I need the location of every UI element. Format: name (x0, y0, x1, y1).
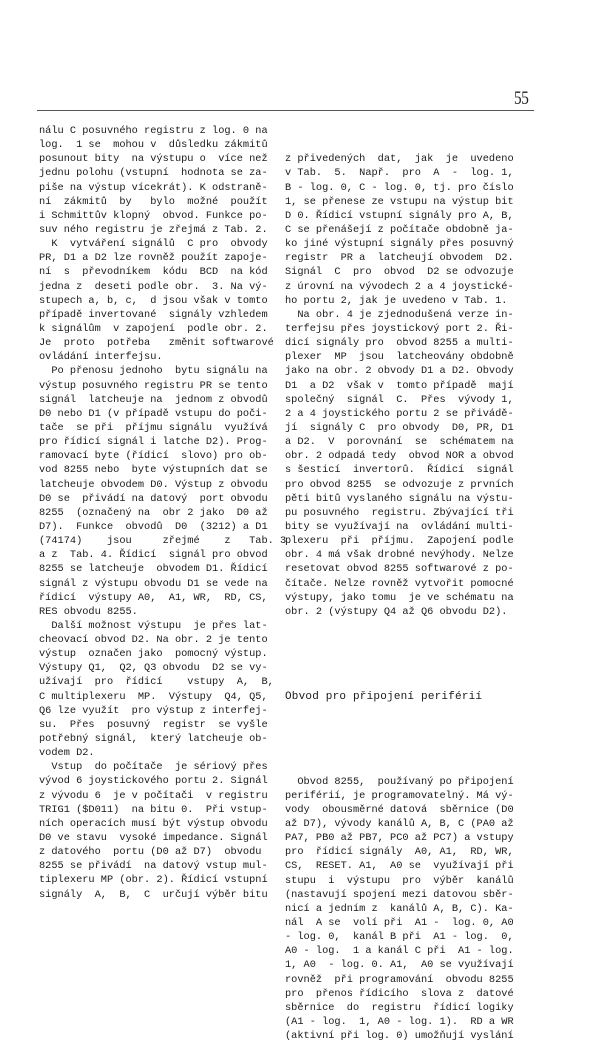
text-line: posunout bity na výstupu o více než (39, 153, 268, 166)
text-line: B - log. 0, C - log. 0, tj. pro číslo (285, 181, 514, 194)
text-line: vývod 6 joystickového portu 2. Signál (39, 775, 268, 788)
text-line: plexeru při příjmu. Zapojení podle (285, 535, 514, 548)
text-line: jí signály C pro obvody D0, PR, D1 (285, 421, 514, 434)
text-line: D0 nebo D1 (v případě vstupu do poči- (39, 407, 268, 420)
text-line: 8255 se přivádí na datový vstup mul- (39, 860, 268, 873)
text-line: i Schmittův klopný obvod. Funkce po- (39, 209, 268, 222)
text-line: nicí a jedním z kanálů A, B, C). Ka- (285, 902, 514, 915)
text-line: obr. 2 (výstupy Q4 až Q6 obvodu D2). (285, 605, 508, 618)
text-line: CS, RESET. A1, A0 se využívají při (285, 860, 514, 873)
spacer (285, 647, 531, 661)
text-line: A0 - log. 1 a kanál C při A1 - log. (285, 945, 514, 958)
text-line: 1, A0 - log. 0. A1, A0 se využívají (285, 959, 514, 972)
text-line: 8255 se latcheuje obvodem D1. Řídicí (39, 563, 268, 576)
text-line: jako na obr. 2 obvody D1 a D2. Obvody (285, 365, 514, 378)
text-line: Vstup do počítače je sériový přes (39, 761, 268, 774)
page-number: 55 (514, 88, 529, 109)
text-line: nál A se volí při A1 - log. 0, A0 (285, 917, 514, 930)
text-line: z datového portu (D0 až D7) obvodu (39, 846, 262, 859)
text-line: K vytváření signálů C pro obvody (39, 238, 268, 251)
text-line: jednu polohu (vstupní hodnota se za- (39, 167, 268, 180)
text-line: z vývodu 6 je v počítači v registru (39, 789, 268, 802)
text-line: periférií, je programovatelný. Má vý- (285, 789, 514, 802)
text-line: až D7), vývody kanálů A, B, C (PA0 až (285, 818, 514, 831)
text-line: C multiplexeru MP. Výstupy Q4, Q5, (39, 690, 268, 703)
text-line: D1 a D2 však v tomto případě mají (285, 379, 514, 392)
text-line: řídicí výstupy A0, A1, WR, RD, CS, (39, 591, 268, 604)
text-line: D7). Funkce obvodů D0 (3212) a D1 (39, 520, 268, 533)
text-line: dicí signály pro obvod 8255 a multi- (285, 337, 514, 350)
text-line: pěti bitů vyslaného signálu na výstu- (285, 492, 514, 505)
text-line: PA7, PB0 až PB7, PC0 až PC7) a vstupy (285, 832, 514, 845)
text-line: 1, se přenese ze vstupu na výstup bit (285, 195, 514, 208)
text-line: nálu C posuvného registru z log. 0 na (39, 125, 268, 137)
text-line: - log. 0, kanál B při A1 - log. 0, (285, 931, 514, 944)
left-column (39, 124, 285, 902)
text-line: D 0. Řídicí vstupní signály pro A, B, (285, 209, 514, 222)
text-line: vody obousměrné datová sběrnice (D0 (285, 803, 514, 816)
text-line: Po přenosu jednoho bytu signálu na (39, 365, 268, 378)
text-line: D0 ve stavu vysoké impedance. Signál (39, 832, 268, 845)
text-line: výstupy, jako tomu je ve schématu na (285, 591, 514, 604)
text-line: 8255 (označený na obr 2 jako D0 až (39, 506, 268, 519)
text-line: plexer MP jsou latcheovány obdobně (285, 351, 514, 364)
text-line: společný signál C. Přes vývody 1, (285, 393, 514, 406)
spacer (285, 732, 531, 746)
text-line: užívají pro řídicí vstupy A, B, (39, 676, 274, 689)
text-line: stupu i výstupu pro výběr kanálů (285, 874, 514, 887)
text-line: pro přenos řídicího slova z datové (285, 987, 514, 1000)
text-line: ovládání interfejsu. (39, 351, 163, 364)
right-column (285, 124, 531, 1057)
text-line: registr PR a latcheují obvodem D2. (285, 252, 514, 265)
text-line: Na obr. 4 je zjednodušená verze in- (285, 308, 514, 321)
text-line: TRIG1 ($D011) na bitu 0. Při vstup- (39, 803, 268, 816)
text-line: k signálům v zapojení podle obr. 2. (39, 322, 268, 335)
text-line: signály A, B, C určují výběr bitu (39, 888, 268, 901)
text-line: z přivedených dat, jak je uvedeno (285, 153, 514, 166)
text-line: (74174) jsou zřejmé z Tab. 3 (39, 535, 287, 548)
text-line: a D2. V porovnání se schématem na (285, 436, 514, 449)
text-line: vod 8255 nebo byte výstupních dat se (39, 464, 268, 477)
header-rule (37, 110, 534, 111)
text-line: z úrovní na vývodech 2 a 4 joystické- (285, 280, 514, 293)
text-line: rovněž při programování obvodu 8255 (285, 973, 514, 986)
text-line: tiplexeru MP (obr. 2). Řídicí vstupní (39, 874, 268, 887)
text-line: 2 a 4 joystického portu 2 se přivádě- (285, 407, 514, 420)
text-line: Signál C pro obvod D2 se odvozuje (285, 266, 514, 279)
text-line: suv ného registru je zřejmá z Tab. 2. (39, 223, 268, 236)
text-line: (A1 - log. 1, A0 - log. 1). RD a WR (285, 1016, 514, 1029)
text-line: pro obvod 8255 se odvozuje z prvních (285, 478, 514, 491)
text-line: a z Tab. 4. Řídicí signál pro obvod (39, 549, 268, 562)
text-line: (nastavují spojení mezi datovou sběr- (285, 888, 514, 901)
text-line: C se přenášejí z počítače obdobně ja- (285, 224, 514, 237)
text-line: obr. 4 má však drobné nevýhody. Nelze (285, 549, 514, 562)
text-line: signál z výstupu obvodu D1 se vede na (39, 577, 268, 590)
text-line: ních operacích musí být výstup obvodu (39, 817, 268, 830)
text-line: Další možnost výstupu je přes lat- (39, 619, 268, 632)
text-line: obr. 2 odpadá tedy obvod NOR a obvod (285, 450, 514, 463)
text-line: potřebný signál, který latcheuje ob- (39, 733, 268, 746)
text-line: D0 se přivádí na datový port obvodu (39, 492, 268, 505)
text-line: ní zákmitů by bylo možné použít (39, 195, 268, 208)
text-line: Výstupy Q1, Q2, Q3 obvodu D2 se vy- (39, 662, 268, 675)
text-line: ní s převodníkem kódu BCD na kód (39, 266, 268, 279)
text-line: cheovací obvod D2. Na obr. 2 je tento (39, 634, 268, 647)
text-line: stupech a, b, c, d jsou však v tomto (39, 294, 268, 307)
text-line: Je proto potřeba změnit softwarové (39, 337, 274, 350)
text-line: sběrnice do registru řídicí logiky (285, 1001, 514, 1014)
right-column-body-bottom (285, 775, 531, 1044)
text-line: pro řídicí signál i latche D2). Prog- (39, 436, 268, 449)
text-line: tače se při příjmu signálu využívá (39, 421, 268, 434)
text-line: latcheuje obvodem D0. Výstup z obvodu (39, 478, 268, 491)
text-line: ramovací byte (řídicí slovo) pro ob- (39, 450, 268, 463)
text-line: Obvod 8255, používaný po připojení (285, 775, 514, 788)
text-line: čítače. Nelze rovněž vytvořit pomocné (285, 577, 514, 590)
text-line: ko jiné výstupní signály přes posuvný (285, 238, 514, 251)
text-line: Q6 lze využít pro výstup z interfej- (39, 704, 268, 717)
text-line: RES obvodu 8255. (39, 605, 138, 618)
text-line: vodem D2. (39, 747, 95, 760)
text-line: pu posuvného registru. Zbývající tři (285, 506, 514, 519)
section-heading: Obvod pro připojení periférií (285, 690, 483, 703)
text-line: bity se využívají na ovládání multi- (285, 520, 514, 533)
text-line: pro řídicí signály A0, A1, RD, WR, (285, 846, 514, 859)
text-line: v Tab. 5. Např. pro A - log. 1, (285, 167, 514, 180)
text-line: piše na výstup vícekrát). K odstraně- (39, 181, 268, 194)
text-line: případě invertované signály vzhledem (39, 308, 268, 321)
text-line: terfejsu přes joystickový port 2. Ři- (285, 323, 514, 335)
text-line: resetovat obvod 8255 softwarové z po- (285, 563, 514, 576)
right-column-body-top (285, 152, 531, 619)
text-line: su. Přes posuvný registr se vyšle (39, 718, 268, 731)
text-line: signál latcheuje na jednom z obvodů (39, 393, 268, 406)
text-line: log. 1 se mohou v důsledku zákmitů (39, 139, 268, 152)
text-line: ho portu 2, jak je uvedeno v Tab. 1. (285, 294, 508, 307)
text-line: jedna z deseti podle obr. 3. Na vý- (39, 280, 268, 293)
text-line: s šesticí invertorů. Řídicí signál (285, 464, 514, 477)
text-line: PR, D1 a D2 lze rovněž použít zapoje- (39, 252, 268, 265)
text-line: výstup označen jako pomocný výstup. (39, 648, 268, 661)
text-line: výstup posuvného registru PR se tento (39, 379, 268, 392)
text-line: (aktivní při log. 0) umožňují vyslání (285, 1030, 514, 1043)
